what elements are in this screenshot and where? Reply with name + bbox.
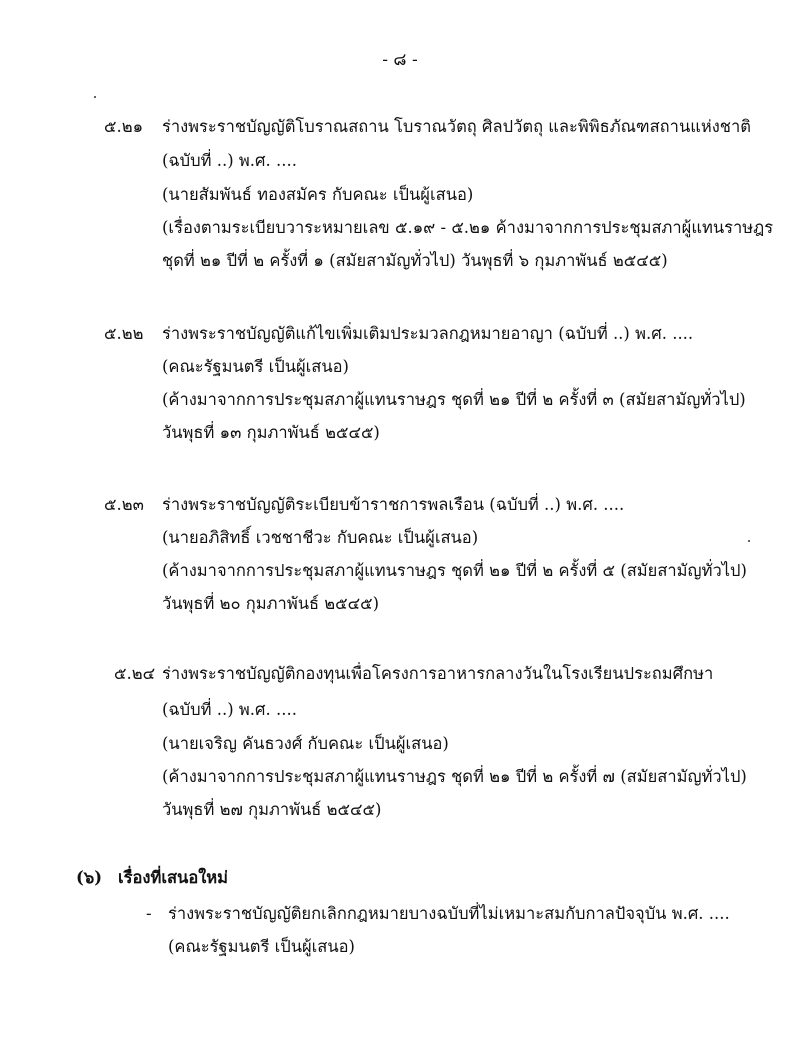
item-note: วันพุธที่ ๒๗ กุมภาพันธ์ ๒๕๔๕) [162,800,382,819]
section-number: (๖) [76,868,103,887]
page-number: - ๘ - [382,50,418,70]
item-proposer: (คณะรัฐมนตรี เป็นผู้เสนอ) [162,357,349,376]
item-number: ๕.๒๓ [104,495,144,514]
item-number: ๕.๒๒ [104,324,144,343]
item-number: ๕.๒๔ [114,664,156,683]
item-line: (ฉบับที่ ..) พ.ศ. .... [162,700,297,719]
item-note: ชุดที่ ๒๑ ปีที่ ๒ ครั้งที่ ๑ (สมัยสามัญทั่วไป) วันพุธที่ ๖ กุมภาพันธ์ ๒๕๔๕) [162,251,668,270]
item-line: (ฉบับที่ ..) พ.ศ. .... [162,151,297,170]
item-title: ร่างพระราชบัญญัติแก้ไขเพิ่มเติมประมวลกฎหมายอาญา (ฉบับที่ ..) พ.ศ. .... [162,324,694,343]
item-note: วันพุธที่ ๑๓ กุมภาพันธ์ ๒๕๔๕) [162,423,380,442]
item-title: ร่างพระราชบัญญัติโบราณสถาน โบราณวัตถุ ศิลปวัตถุ และพิพิธภัณฑสถานแห่งชาติ [162,117,751,136]
item-note: (ค้างมาจากการประชุมสภาผู้แทนราษฎร ชุดที่ ๒๑ ปีที่ ๒ ครั้งที่ ๕ (สมัยสามัญทั่วไป) [162,561,747,580]
item-number: ๕.๒๑ [104,117,144,136]
item-note: วันพุธที่ ๒๐ กุมภาพันธ์ ๒๕๔๕) [162,594,380,613]
section-title: เรื่องที่เสนอใหม่ [118,868,229,887]
item-title: ร่างพระราชบัญญัติกองทุนเพื่อโครงการอาหารกลางวันในโรงเรียนประถมศึกษา [162,664,714,683]
section-item-proposer: (คณะรัฐมนตรี เป็นผู้เสนอ) [168,937,355,956]
item-note: (ค้างมาจากการประชุมสภาผู้แทนราษฎร ชุดที่ ๒๑ ปีที่ ๒ ครั้งที่ ๓ (สมัยสามัญทั่วไป) [162,390,746,409]
item-proposer: (นายสัมพันธ์ ทองสมัคร กับคณะ เป็นผู้เสนอ) [162,185,474,204]
item-title: ร่างพระราชบัญญัติระเบียบข้าราชการพลเรือน (ฉบับที่ ..) พ.ศ. .... [162,495,625,514]
scan-speck [94,96,96,98]
section-item-title: ร่างพระราชบัญญัติยกเลิกกฎหมายบางฉบับที่ไม่เหมาะสมกับกาลปัจจุบัน พ.ศ. .... [168,904,730,923]
bullet-dash: - [146,904,152,923]
scan-speck [748,540,750,542]
item-note: (ค้างมาจากการประชุมสภาผู้แทนราษฎร ชุดที่ ๒๑ ปีที่ ๒ ครั้งที่ ๗ (สมัยสามัญทั่วไป) [162,767,747,786]
item-note: (เรื่องตามระเบียบวาระหมายเลข ๕.๑๙ - ๕.๒๑ ค้างมาจากการประชุมสภาผู้แทนราษฎร [162,218,774,237]
item-proposer: (นายอภิสิทธิ์ เวชชาชีวะ กับคณะ เป็นผู้เสนอ) [162,528,479,547]
item-proposer: (นายเจริญ คันธวงศ์ กับคณะ เป็นผู้เสนอ) [162,734,449,753]
